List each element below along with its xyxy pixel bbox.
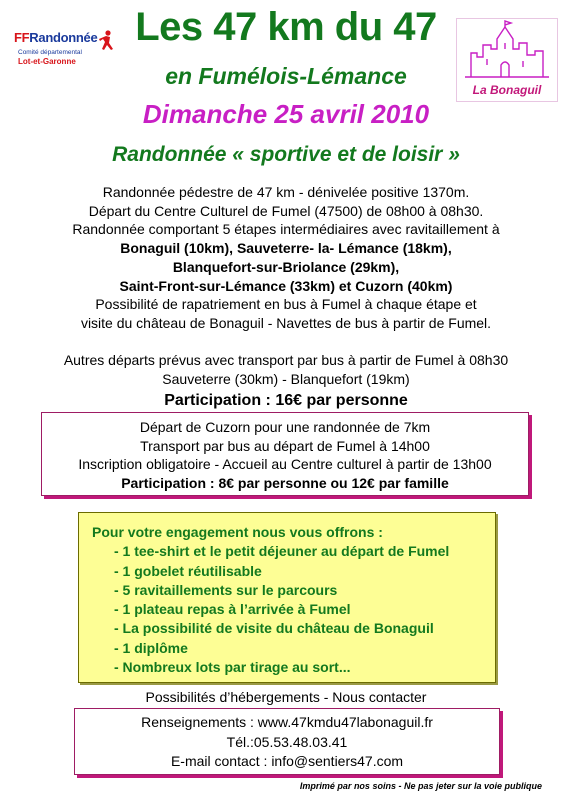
other-departures-line: Autres départs prévus avec transport par bus à partir de Fumel à 08h30: [63, 352, 509, 368]
other-departures: [0, 351, 572, 388]
offer-item: - 1 diplôme: [114, 639, 188, 656]
offers-box: [78, 512, 496, 683]
contact-phone: Tél.:05.53.48.03.41: [226, 733, 348, 750]
page-subtitle: en Fumélois-Lémance: [165, 63, 407, 89]
contact-box: [74, 708, 500, 775]
description-stops-line: Saint-Front-sur-Lémance (33km) et Cuzorn (40km): [119, 277, 453, 294]
short-hike-price: Participation : 8€ par personne ou 12€ par famille: [121, 475, 449, 492]
lodging-note: Possibilités d’hébergements - Nous contacter: [145, 689, 427, 705]
short-hike-line: Inscription obligatoire - Accueil au Centre culturel à partir de 13h00: [78, 456, 492, 473]
ffr-logo-department: Lot-et-Garonne: [18, 57, 76, 66]
event-description: [0, 183, 572, 333]
offer-item: - 1 tee-shirt et le petit déjeuner au départ de Fumel: [114, 543, 450, 560]
short-hike-line: Transport par bus au départ de Fumel à 14h00: [140, 437, 430, 454]
description-line: visite du château de Bonaguil - Navettes de bus à partir de Fumel.: [80, 314, 492, 331]
ffr-logo-brand: FFRandonnée: [14, 30, 98, 45]
description-stops-line: Bonaguil (10km), Sauveterre- la- Lémance (18km),: [120, 240, 452, 257]
offers-heading: Pour votre engagement nous vous offrons :: [92, 524, 383, 540]
other-departures-line: Sauveterre (30km) - Blanquefort (19km): [162, 370, 410, 387]
contact-email[interactable]: E-mail contact : info@sentiers47.com: [170, 753, 404, 769]
footer-note: Imprimé par nos soins - Ne pas jeter sur la voie publique: [299, 781, 542, 791]
description-line: Randonnée pédestre de 47 km - dénivelée positive 1370m.: [102, 184, 470, 200]
page-title: Les 47 km du 47: [135, 5, 437, 49]
castle-logo-label: La Bonaguil: [472, 83, 542, 97]
contact-website[interactable]: Renseignements : www.47kmdu47labonaguil.fr: [141, 714, 433, 730]
description-stops-line: Blanquefort-sur-Briolance (29km),: [172, 258, 400, 275]
ffr-logo-committee: Comité départemental: [18, 49, 82, 56]
offer-item: - 1 plateau repas à l’arrivée à Fumel: [114, 601, 351, 618]
offer-item: - Nombreux lots par tirage au sort...: [114, 659, 351, 676]
offer-item: - 5 ravitaillements sur le parcours: [114, 581, 338, 598]
participation-price: Participation : 16€ par personne: [164, 392, 408, 409]
event-type-heading: Randonnée « sportive et de loisir »: [112, 143, 460, 166]
short-hike-box: [41, 412, 529, 496]
offer-item: - 1 gobelet réutilisable: [114, 562, 262, 579]
offer-item: - La possibilité de visite du château de Bonaguil: [114, 620, 434, 637]
description-line: Possibilité de rapatriement en bus à Fumel à chaque étape et: [95, 296, 477, 313]
description-line: Départ du Centre Culturel de Fumel (47500) de 08h00 à 08h30.: [88, 202, 484, 219]
event-date: Dimanche 25 avril 2010: [142, 99, 430, 129]
short-hike-line: Départ de Cuzorn pour une randonnée de 7km: [139, 419, 431, 435]
description-line: Randonnée comportant 5 étapes intermédiaires avec ravitaillement à: [72, 221, 500, 238]
